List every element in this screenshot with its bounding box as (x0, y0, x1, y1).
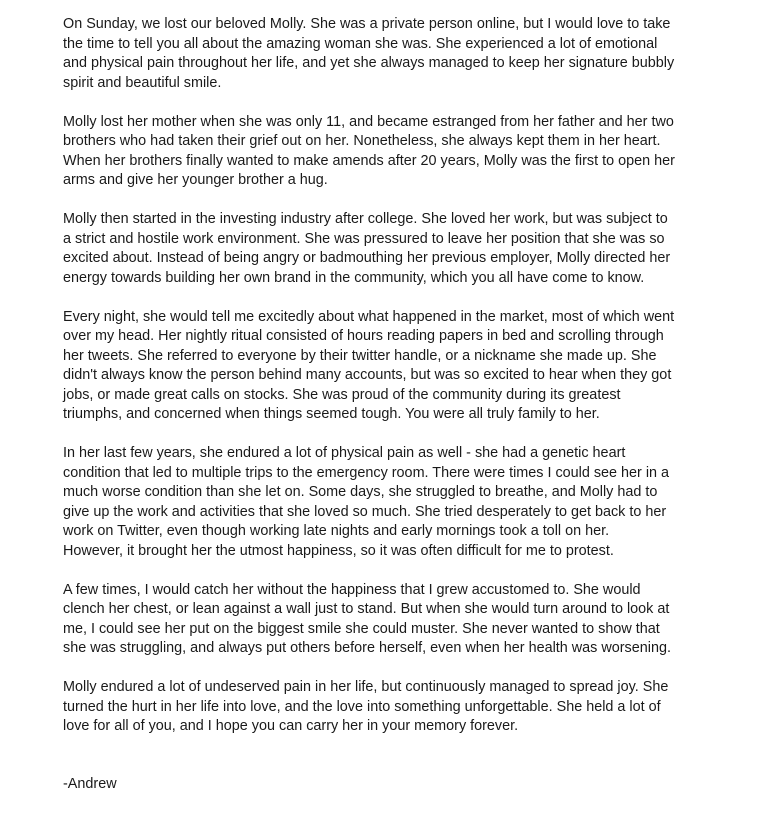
signature: -Andrew (63, 775, 117, 792)
paragraph-3: Molly then started in the investing industry after college. She loved her work, but was subject to a strict and hostile work environment. She was pressured to leave her position that she was so excited about. Instead of being angry or badmouthing her previous employer, Molly directed her energy towards building her own brand in the community, which you all have come to know. (63, 211, 671, 286)
paragraph-2: Molly lost her mother when she was only 11, and became estranged from her father and her two brothers who had taken their grief out on her. Nonetheless, she always kept them in her heart. When her brothers finally wanted to make amends after 20 years, Molly was the first to open her arms and give her younger brother a hug. (63, 113, 675, 188)
paragraph-1: On Sunday, we lost our beloved Molly. She was a private person online, but I would love to take the time to tell you all about the amazing woman she was. She experienced a lot of emotional and physical pain throughout her life, and yet she always managed to keep her signature bubbly spirit and beautiful smile. (63, 16, 675, 91)
paragraph-7: Molly endured a lot of undeserved pain in her life, but continuously managed to spread joy. She turned the hurt in her life into love, and the love into something unforgettable. She held a lot of love for all of you, and I hope you can carry her in your memory forever. (63, 679, 669, 734)
paragraph-5: In her last few years, she endured a lot of physical pain as well - she had a genetic heart condition that led to multiple trips to the emergency room. There were times I could see her in a much worse condition than she let on. Some days, she struggled to breathe, and Molly had to give up the work and activities that she loved so much. She tried desperately to get back to her work on Twitter, even though working late nights and early mornings took a toll on her. However, it brought her the utmost happiness, so it was often difficult for me to protest. (63, 445, 670, 559)
paragraph-6: A few times, I would catch her without the happiness that I grew accustomed to. She would clench her chest, or lean against a wall just to stand. But when she would turn around to look at me, I could see her put on the biggest smile she could muster. She never wanted to show that she was struggling, and always put others before herself, even when her health was worsening. (63, 581, 671, 656)
paragraph-4: Every night, she would tell me excitedly about what happened in the market, most of which went over my head. Her nightly ritual consisted of hours reading papers in bed and scrolling through her tweets. She referred to everyone by their twitter handle, or a nickname she made up. She didn't always know the person behind many accounts, but was so excited to hear when they got jobs, or made great calls on stocks. She was proud of the community during its greatest triumphs, and concerned when things seemed tough. You were all truly family to her. (63, 308, 675, 422)
memorial-letter (63, 15, 703, 794)
